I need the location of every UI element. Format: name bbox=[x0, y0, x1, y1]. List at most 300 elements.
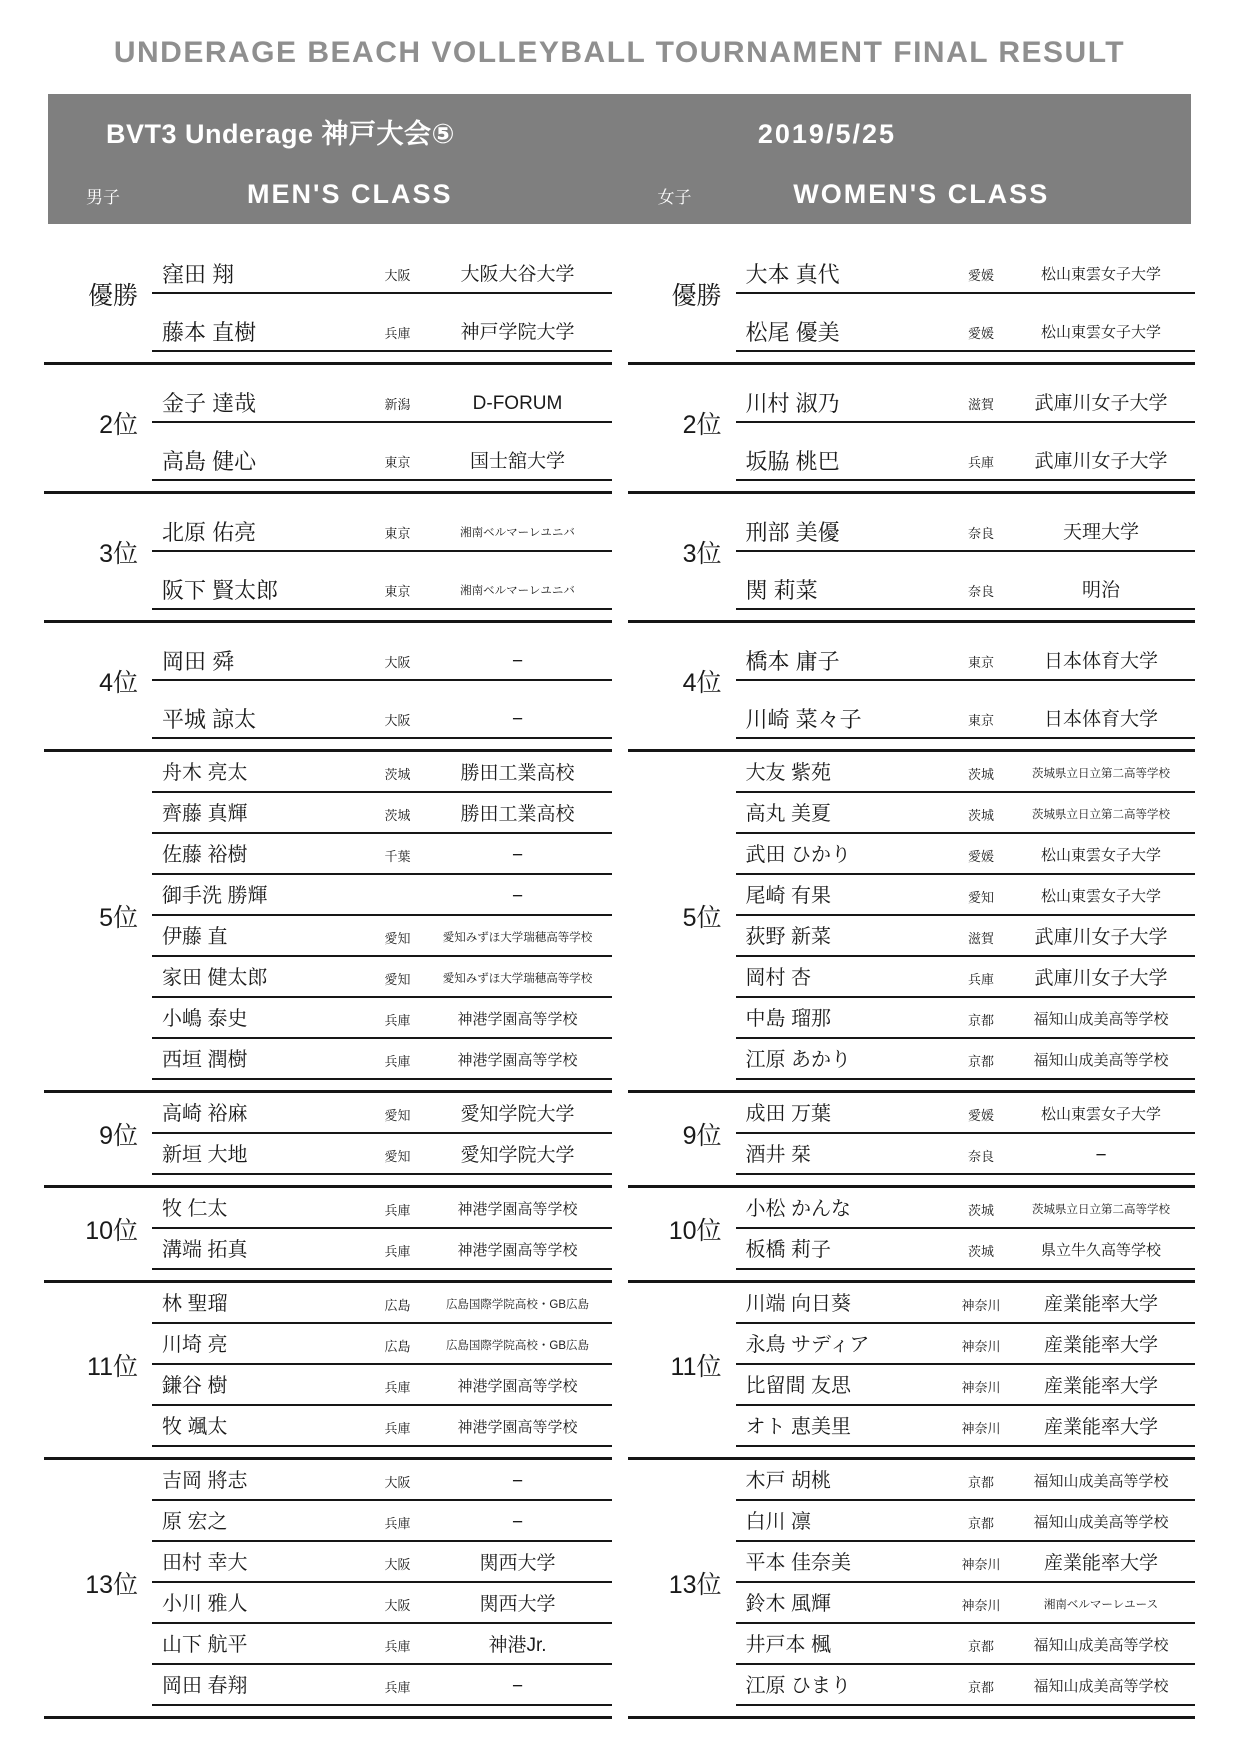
team-label: − bbox=[511, 1471, 524, 1492]
result-row bbox=[736, 1633, 1196, 1665]
women-class-title: WOMEN'S CLASS bbox=[793, 179, 1050, 209]
team-label: 国士舘大学 bbox=[469, 451, 565, 472]
result-row bbox=[736, 1510, 1196, 1542]
team-label: 勝田工業高校 bbox=[460, 763, 575, 784]
team-label: 松山東雲女子大学 bbox=[1040, 324, 1161, 341]
player-name: 成田 万葉 bbox=[745, 1103, 832, 1125]
prefecture-label: 大阪 bbox=[384, 1557, 411, 1572]
result-row bbox=[736, 1102, 1196, 1134]
team-label: 広島国際学院高校・GB広島 bbox=[445, 1340, 590, 1352]
player-name: 岡村 杏 bbox=[745, 967, 812, 989]
rank-group-entries bbox=[736, 623, 1196, 739]
team-label: 明治 bbox=[1081, 580, 1120, 601]
team-label: 福知山成美高等学校 bbox=[1033, 1514, 1169, 1531]
rank-label: 3位 bbox=[99, 540, 138, 568]
result-row bbox=[736, 1592, 1196, 1624]
prefecture-label: 大阪 bbox=[384, 1598, 411, 1613]
prefecture-label: 神奈川 bbox=[961, 1421, 1001, 1436]
player-name: 高島 健心 bbox=[162, 449, 257, 474]
player-name: 岡田 舜 bbox=[162, 649, 235, 674]
prefecture-label: 神奈川 bbox=[961, 1380, 1001, 1395]
player-name: 川崎 菜々子 bbox=[745, 707, 862, 732]
prefecture-label: 茨城 bbox=[384, 767, 411, 782]
team-label: 福知山成美高等学校 bbox=[1033, 1011, 1169, 1028]
rank-label: 優勝 bbox=[87, 282, 138, 310]
prefecture-label: 神奈川 bbox=[961, 1339, 1001, 1354]
rank-label: 10位 bbox=[668, 1217, 722, 1245]
result-row bbox=[736, 843, 1196, 875]
rank-label: 9位 bbox=[682, 1122, 722, 1150]
result-row bbox=[736, 1415, 1196, 1447]
player-name: 藤本 直樹 bbox=[162, 320, 257, 345]
player-name: 溝端 拓真 bbox=[162, 1239, 248, 1261]
player-name: 鈴木 風輝 bbox=[745, 1593, 832, 1615]
team-label: 県立牛久高等学校 bbox=[1040, 1242, 1161, 1259]
result-row bbox=[152, 843, 612, 875]
team-label: 茨城県立日立第二高等学校 bbox=[1032, 1204, 1170, 1216]
rank-label: 2位 bbox=[682, 411, 722, 439]
team-label: 神港学園高等学校 bbox=[457, 1242, 578, 1259]
player-name: 原 宏之 bbox=[162, 1511, 228, 1533]
result-row bbox=[152, 1374, 612, 1406]
team-label: 産業能率大学 bbox=[1043, 1294, 1158, 1315]
result-row bbox=[152, 1197, 612, 1229]
player-name: 尾崎 有果 bbox=[745, 885, 832, 907]
prefecture-label: 奈良 bbox=[967, 584, 994, 599]
player-name: 牧 颯太 bbox=[162, 1416, 228, 1438]
result-row bbox=[736, 1292, 1196, 1324]
prefecture-label: 兵庫 bbox=[384, 1054, 411, 1069]
rank-group bbox=[628, 752, 1196, 1093]
rank-group-entries bbox=[736, 1283, 1196, 1447]
result-row bbox=[152, 1592, 612, 1624]
player-name: 川村 淑乃 bbox=[745, 391, 840, 416]
player-name: 山下 航平 bbox=[162, 1634, 248, 1656]
rank-group-entries bbox=[152, 1093, 612, 1175]
prefecture-label: 兵庫 bbox=[967, 455, 994, 470]
prefecture-label: 茨城 bbox=[967, 1203, 994, 1218]
player-name: 荻野 新菜 bbox=[745, 926, 832, 948]
team-label: 湘南ベルマーレユース bbox=[1043, 1599, 1159, 1611]
prefecture-label: 愛知 bbox=[384, 1149, 411, 1164]
team-label: 神港学園高等学校 bbox=[457, 1201, 578, 1218]
result-row bbox=[736, 1143, 1196, 1175]
player-name: 平本 佳奈美 bbox=[745, 1552, 852, 1574]
prefecture-label: 愛知 bbox=[384, 972, 411, 987]
player-name: 小嶋 泰史 bbox=[162, 1008, 248, 1030]
rank-group-entries bbox=[152, 365, 612, 481]
team-label: 天理大学 bbox=[1062, 522, 1139, 543]
prefecture-label: 大阪 bbox=[384, 713, 411, 728]
team-label: 神戸学院大学 bbox=[460, 322, 575, 343]
player-name: 永鳥 サディア bbox=[745, 1334, 870, 1356]
player-name: 齊藤 真輝 bbox=[162, 803, 248, 825]
prefecture-label: 京都 bbox=[967, 1054, 994, 1069]
prefecture-label: 大阪 bbox=[384, 1475, 411, 1490]
result-row bbox=[736, 884, 1196, 916]
header-band bbox=[48, 94, 1191, 224]
rank-label: 5位 bbox=[99, 904, 138, 932]
player-name: 平城 諒太 bbox=[162, 707, 257, 732]
page-title: UNDERAGE BEACH VOLLEYBALL TOURNAMENT FINAL RESULT bbox=[113, 36, 1126, 69]
player-name: 比留間 友思 bbox=[745, 1375, 852, 1397]
women-class-header bbox=[620, 179, 1192, 210]
rank-group bbox=[628, 1283, 1196, 1460]
team-label: 産業能率大学 bbox=[1043, 1417, 1158, 1438]
prefecture-label: 兵庫 bbox=[384, 1639, 411, 1654]
prefecture-label: 奈良 bbox=[967, 526, 994, 541]
player-name: 大本 真代 bbox=[745, 262, 840, 287]
men-class-header bbox=[48, 179, 620, 210]
prefecture-label: 愛知 bbox=[384, 931, 411, 946]
player-name: オト 恵美里 bbox=[745, 1416, 852, 1438]
rank-group bbox=[628, 1188, 1196, 1283]
rank-label: 10位 bbox=[85, 1217, 138, 1245]
prefecture-label: 滋賀 bbox=[967, 397, 994, 412]
rank-group bbox=[628, 494, 1196, 623]
result-row bbox=[736, 1333, 1196, 1365]
rank-label: 4位 bbox=[99, 669, 138, 697]
player-name: 金子 達哉 bbox=[162, 391, 257, 416]
player-name: 鎌谷 樹 bbox=[162, 1375, 228, 1397]
prefecture-label: 東京 bbox=[384, 455, 411, 470]
player-name: 中島 瑠那 bbox=[745, 1008, 832, 1030]
team-label: 日本体育大学 bbox=[1043, 651, 1158, 672]
result-row bbox=[152, 1510, 612, 1542]
player-name: 舟木 亮太 bbox=[162, 762, 248, 784]
prefecture-label: 滋賀 bbox=[967, 931, 994, 946]
team-label: 神港学園高等学校 bbox=[457, 1011, 578, 1028]
team-label: 勝田工業高校 bbox=[460, 804, 575, 825]
team-label: 日本体育大学 bbox=[1043, 709, 1158, 730]
player-name: 吉岡 將志 bbox=[162, 1470, 248, 1492]
rank-label: 4位 bbox=[682, 669, 722, 697]
rank-group-entries bbox=[736, 365, 1196, 481]
prefecture-label: 愛媛 bbox=[967, 1108, 994, 1123]
rank-group bbox=[44, 1460, 612, 1719]
team-label: 愛知学院大学 bbox=[460, 1104, 575, 1125]
player-name: 川端 向日葵 bbox=[745, 1293, 852, 1315]
player-name: 刑部 美優 bbox=[745, 520, 840, 545]
result-row bbox=[152, 320, 612, 352]
rank-group bbox=[44, 623, 612, 752]
player-name: 橋本 庸子 bbox=[745, 649, 840, 674]
results-area bbox=[0, 236, 1239, 1719]
player-name: 新垣 大地 bbox=[162, 1144, 248, 1166]
rank-group bbox=[44, 1283, 612, 1460]
prefecture-label: 愛媛 bbox=[967, 268, 994, 283]
player-name: 江原 あかり bbox=[745, 1049, 852, 1071]
team-label: 広島国際学院高校・GB広島 bbox=[445, 1299, 590, 1311]
prefecture-label: 奈良 bbox=[967, 1149, 994, 1164]
rank-group-entries bbox=[152, 752, 612, 1080]
player-name: 坂脇 桃巴 bbox=[745, 449, 840, 474]
player-name: 西垣 潤樹 bbox=[162, 1049, 248, 1071]
result-row bbox=[152, 391, 612, 423]
rank-label: 2位 bbox=[99, 411, 138, 439]
prefecture-label: 新潟 bbox=[384, 397, 411, 412]
prefecture-label: 茨城 bbox=[967, 767, 994, 782]
prefecture-label: 東京 bbox=[967, 655, 994, 670]
result-row bbox=[152, 1102, 612, 1134]
rank-label: 13位 bbox=[85, 1571, 138, 1599]
rank-group-entries bbox=[152, 1188, 612, 1270]
team-label: − bbox=[511, 709, 524, 730]
prefecture-label: 京都 bbox=[967, 1516, 994, 1531]
prefecture-label: 東京 bbox=[384, 526, 411, 541]
rank-group-entries bbox=[152, 236, 612, 352]
result-row bbox=[736, 578, 1196, 610]
rank-group-entries bbox=[736, 1460, 1196, 1706]
player-name: 武田 ひかり bbox=[745, 844, 852, 866]
result-row bbox=[152, 449, 612, 481]
player-name: 伊藤 直 bbox=[162, 926, 228, 948]
result-row bbox=[736, 520, 1196, 552]
prefecture-label: 東京 bbox=[384, 584, 411, 599]
rank-group-entries bbox=[152, 1283, 612, 1447]
result-row bbox=[736, 649, 1196, 681]
player-name: 北原 佑亮 bbox=[162, 520, 257, 545]
rank-group-entries bbox=[152, 1460, 612, 1706]
team-label: 大阪大谷大学 bbox=[460, 264, 575, 285]
player-name: 木戸 胡桃 bbox=[745, 1470, 832, 1492]
result-row bbox=[152, 1292, 612, 1324]
men-results-column bbox=[44, 236, 612, 1719]
result-row bbox=[152, 707, 612, 739]
result-row bbox=[152, 802, 612, 834]
team-label: 湘南ベルマーレユニバ bbox=[460, 585, 575, 597]
team-label: 関西大学 bbox=[479, 1594, 556, 1615]
rank-group bbox=[628, 623, 1196, 752]
prefecture-label: 兵庫 bbox=[384, 1516, 411, 1531]
prefecture-label: 東京 bbox=[967, 713, 994, 728]
rank-group-entries bbox=[152, 623, 612, 739]
team-label: 湘南ベルマーレユニバ bbox=[460, 527, 575, 539]
result-row bbox=[152, 884, 612, 916]
result-row bbox=[152, 1633, 612, 1665]
prefecture-label: 千葉 bbox=[384, 849, 411, 864]
player-name: 小松 かんな bbox=[745, 1198, 852, 1220]
prefecture-label: 兵庫 bbox=[967, 972, 994, 987]
rank-group bbox=[44, 1188, 612, 1283]
rank-group-entries bbox=[736, 494, 1196, 610]
result-row bbox=[736, 1374, 1196, 1406]
team-label: 産業能率大学 bbox=[1043, 1553, 1158, 1574]
player-name: 御手洗 勝輝 bbox=[162, 885, 268, 907]
result-row bbox=[152, 1333, 612, 1365]
result-row bbox=[152, 761, 612, 793]
team-label: − bbox=[1095, 1145, 1107, 1166]
team-label: 福知山成美高等学校 bbox=[1033, 1678, 1169, 1695]
team-label: 関西大学 bbox=[479, 1553, 556, 1574]
result-row bbox=[152, 1007, 612, 1039]
rank-label: 13位 bbox=[668, 1571, 722, 1599]
team-label: 神港学園高等学校 bbox=[457, 1052, 578, 1069]
team-label: D-FORUM bbox=[472, 393, 563, 414]
prefecture-label: 兵庫 bbox=[384, 1421, 411, 1436]
rank-group-entries bbox=[152, 494, 612, 610]
result-row bbox=[736, 802, 1196, 834]
rank-label: 優勝 bbox=[671, 282, 722, 310]
prefecture-label: 兵庫 bbox=[384, 1203, 411, 1218]
team-label: 松山東雲女子大学 bbox=[1040, 888, 1161, 905]
result-row bbox=[152, 1415, 612, 1447]
team-label: 神港学園高等学校 bbox=[457, 1378, 578, 1395]
team-label: 神港Jr. bbox=[488, 1635, 547, 1656]
rank-group-entries bbox=[736, 236, 1196, 352]
team-label: 福知山成美高等学校 bbox=[1033, 1052, 1169, 1069]
player-name: 板橋 莉子 bbox=[745, 1239, 832, 1261]
result-row bbox=[152, 1048, 612, 1080]
prefecture-label: 京都 bbox=[967, 1639, 994, 1654]
result-row bbox=[736, 1469, 1196, 1501]
team-label: 武庫川女子大学 bbox=[1034, 451, 1168, 472]
player-name: 小川 雅人 bbox=[162, 1593, 248, 1615]
team-label: 愛知みずほ大学瑞穂高等学校 bbox=[442, 932, 593, 944]
result-row bbox=[736, 761, 1196, 793]
team-label: 福知山成美高等学校 bbox=[1033, 1637, 1169, 1654]
result-row bbox=[152, 1469, 612, 1501]
rank-group bbox=[44, 236, 612, 365]
team-label: 愛知学院大学 bbox=[460, 1145, 575, 1166]
team-label: 茨城県立日立第二高等学校 bbox=[1032, 768, 1170, 780]
result-row bbox=[152, 578, 612, 610]
team-label: 松山東雲女子大学 bbox=[1040, 1106, 1161, 1123]
rank-group bbox=[44, 1093, 612, 1188]
team-label: 武庫川女子大学 bbox=[1034, 927, 1168, 948]
prefecture-label: 茨城 bbox=[384, 808, 411, 823]
prefecture-label: 兵庫 bbox=[384, 1013, 411, 1028]
team-label: 武庫川女子大学 bbox=[1034, 393, 1168, 414]
prefecture-label: 兵庫 bbox=[384, 1380, 411, 1395]
rank-group bbox=[44, 494, 612, 623]
rank-group-entries bbox=[736, 1188, 1196, 1270]
player-name: 大友 紫苑 bbox=[745, 762, 832, 784]
player-name: 井戸本 楓 bbox=[745, 1634, 832, 1656]
rank-group-entries bbox=[736, 752, 1196, 1080]
team-label: 茨城県立日立第二高等学校 bbox=[1032, 809, 1170, 821]
player-name: 阪下 賢太郎 bbox=[162, 578, 279, 603]
rank-label: 11位 bbox=[87, 1353, 138, 1381]
prefecture-label: 愛知 bbox=[967, 890, 994, 905]
team-label: 福知山成美高等学校 bbox=[1033, 1473, 1169, 1490]
prefecture-label: 大阪 bbox=[384, 655, 411, 670]
rank-group-entries bbox=[736, 1093, 1196, 1175]
prefecture-label: 茨城 bbox=[967, 808, 994, 823]
prefecture-label: 広島 bbox=[384, 1298, 411, 1313]
player-name: 林 聖瑠 bbox=[162, 1293, 228, 1315]
player-name: 関 莉菜 bbox=[745, 578, 818, 603]
prefecture-label: 兵庫 bbox=[384, 1680, 411, 1695]
team-label: − bbox=[511, 845, 524, 866]
team-label: 松山東雲女子大学 bbox=[1040, 847, 1161, 864]
prefecture-label: 神奈川 bbox=[961, 1557, 1001, 1572]
prefecture-label: 京都 bbox=[967, 1680, 994, 1695]
prefecture-label: 大阪 bbox=[384, 268, 411, 283]
prefecture-label: 愛媛 bbox=[967, 326, 994, 341]
player-name: 家田 健太郎 bbox=[162, 967, 268, 989]
result-row bbox=[736, 449, 1196, 481]
result-row bbox=[152, 520, 612, 552]
result-row bbox=[152, 1238, 612, 1270]
result-row bbox=[736, 1048, 1196, 1080]
result-row bbox=[736, 1197, 1196, 1229]
result-row bbox=[736, 1674, 1196, 1706]
rank-group bbox=[628, 1460, 1196, 1719]
team-label: 愛知みずほ大学瑞穂高等学校 bbox=[442, 973, 593, 985]
header-row-classes bbox=[48, 179, 1191, 210]
team-label: − bbox=[511, 1512, 524, 1533]
team-label: 神港学園高等学校 bbox=[457, 1419, 578, 1436]
player-name: 高丸 美夏 bbox=[745, 803, 832, 825]
rank-label: 11位 bbox=[670, 1353, 722, 1381]
result-row bbox=[736, 1551, 1196, 1583]
header-row-tournament bbox=[48, 112, 1191, 151]
result-row bbox=[736, 262, 1196, 294]
team-label: − bbox=[511, 886, 524, 907]
result-row bbox=[152, 925, 612, 957]
prefecture-label: 神奈川 bbox=[961, 1298, 1001, 1313]
prefecture-label: 兵庫 bbox=[384, 326, 411, 341]
result-row bbox=[152, 1551, 612, 1583]
result-row bbox=[736, 925, 1196, 957]
result-row bbox=[736, 1007, 1196, 1039]
women-class-jp-label: 女子 bbox=[657, 188, 692, 207]
result-row bbox=[736, 320, 1196, 352]
prefecture-label: 茨城 bbox=[967, 1244, 994, 1259]
result-row bbox=[736, 707, 1196, 739]
result-row bbox=[152, 1143, 612, 1175]
result-row bbox=[152, 649, 612, 681]
result-row bbox=[152, 262, 612, 294]
team-label: 武庫川女子大学 bbox=[1034, 968, 1168, 989]
player-name: 佐藤 裕樹 bbox=[162, 844, 248, 866]
men-class-title: MEN'S CLASS bbox=[247, 179, 453, 209]
player-name: 白川 凛 bbox=[745, 1511, 812, 1533]
player-name: 窪田 翔 bbox=[162, 262, 235, 287]
player-name: 酒井 栞 bbox=[745, 1144, 812, 1166]
player-name: 高崎 裕麻 bbox=[162, 1103, 248, 1125]
women-results-column bbox=[628, 236, 1196, 1719]
rank-group bbox=[628, 365, 1196, 494]
player-name: 江原 ひまり bbox=[745, 1675, 852, 1697]
prefecture-label: 兵庫 bbox=[384, 1244, 411, 1259]
event-date: 2019/5/25 bbox=[757, 119, 896, 149]
team-label: 産業能率大学 bbox=[1043, 1335, 1158, 1356]
team-label: 松山東雲女子大学 bbox=[1040, 266, 1161, 283]
result-row bbox=[152, 966, 612, 998]
result-row bbox=[736, 391, 1196, 423]
team-label: − bbox=[511, 1676, 524, 1697]
prefecture-label: 愛媛 bbox=[967, 849, 994, 864]
result-row bbox=[152, 1674, 612, 1706]
rank-group bbox=[628, 236, 1196, 365]
player-name: 川埼 亮 bbox=[162, 1334, 228, 1356]
rank-label: 9位 bbox=[99, 1122, 138, 1150]
team-label: − bbox=[511, 651, 524, 672]
prefecture-label: 京都 bbox=[967, 1475, 994, 1490]
prefecture-label: 広島 bbox=[384, 1339, 411, 1354]
rank-label: 3位 bbox=[682, 540, 722, 568]
team-label: 産業能率大学 bbox=[1043, 1376, 1158, 1397]
prefecture-label: 神奈川 bbox=[961, 1598, 1001, 1613]
player-name: 牧 仁太 bbox=[162, 1198, 228, 1220]
result-row bbox=[736, 966, 1196, 998]
prefecture-label: 京都 bbox=[967, 1013, 994, 1028]
rank-label: 5位 bbox=[682, 904, 722, 932]
rank-group bbox=[44, 365, 612, 494]
prefecture-label: 愛知 bbox=[384, 1108, 411, 1123]
